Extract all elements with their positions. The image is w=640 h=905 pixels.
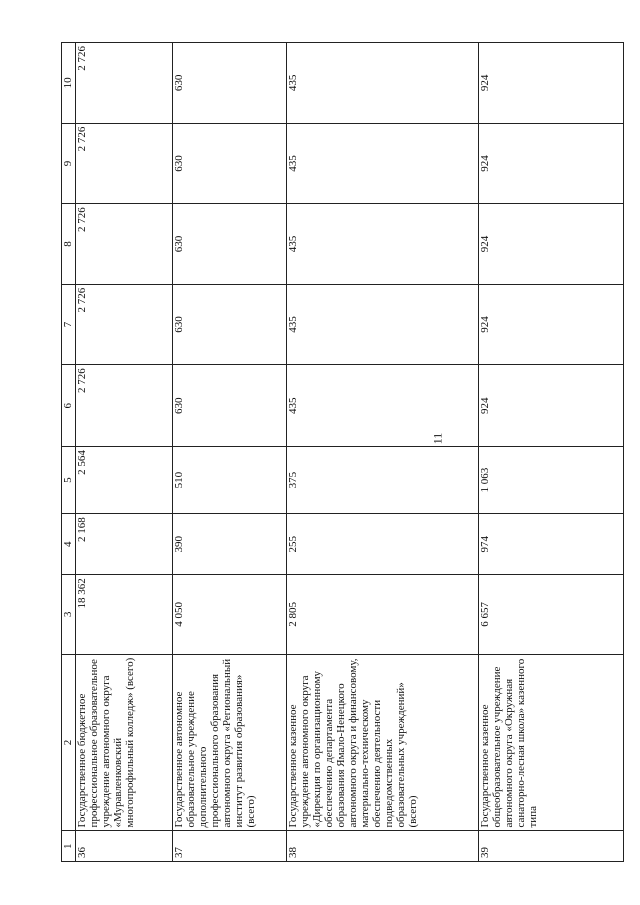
value-cell: 924 xyxy=(479,204,624,285)
table-header-row xyxy=(62,43,76,862)
header-cell: 9 xyxy=(62,123,76,204)
value-cell: 2 805 xyxy=(287,575,479,654)
institution-name: Государственное бюджетное профессиональное образовательное учреждение автономного округа «Муравленковский многопрофильный колледж» (всего) xyxy=(76,654,173,831)
value-cell: 630 xyxy=(173,284,287,365)
table-row xyxy=(287,43,479,862)
value-cell: 924 xyxy=(479,43,624,124)
data-table xyxy=(61,42,624,862)
value-cell: 435 xyxy=(287,204,479,285)
header-cell: 1 xyxy=(62,831,76,862)
value-cell: 18 362 xyxy=(76,575,173,654)
value-cell: 435 xyxy=(287,43,479,124)
value-cell: 1 063 xyxy=(479,447,624,514)
value-cell: 2 168 xyxy=(76,514,173,575)
value-cell: 255 xyxy=(287,514,479,575)
row-index: 37 xyxy=(173,831,287,862)
value-cell: 390 xyxy=(173,514,287,575)
rotated-table-container xyxy=(61,42,626,862)
table-row xyxy=(479,43,624,862)
table-row xyxy=(173,43,287,862)
value-cell: 924 xyxy=(479,123,624,204)
value-cell: 630 xyxy=(173,43,287,124)
value-cell: 630 xyxy=(173,123,287,204)
value-cell: 630 xyxy=(173,204,287,285)
value-cell: 924 xyxy=(479,284,624,365)
value-cell: 2 726 xyxy=(76,123,173,204)
header-cell: 3 xyxy=(62,575,76,654)
value-cell: 924 xyxy=(479,365,624,447)
header-cell: 10 xyxy=(62,43,76,124)
institution-name: Государственное казенное учреждение автономного округа «Дирекция по организационному обеспечению департамента образования Ямало-Ненецкого автономного округа и финансовому, материально-техническому обеспечению деятельности подведомственных образовательных учреждений» (всего) xyxy=(287,654,479,831)
header-cell: 8 xyxy=(62,204,76,285)
value-cell: 2 726 xyxy=(76,284,173,365)
value-cell: 510 xyxy=(173,447,287,514)
value-cell: 2 726 xyxy=(76,204,173,285)
value-cell: 435 xyxy=(287,123,479,204)
institution-name: Государственное казенное общеобразовательное учреждение автономного округа «Окружная санаторно-лесная школа» казенного типа xyxy=(479,654,624,831)
header-cell: 2 xyxy=(62,654,76,831)
header-cell: 6 xyxy=(62,365,76,447)
header-cell: 7 xyxy=(62,284,76,365)
value-cell: 2 564 xyxy=(76,447,173,514)
value-cell: 435 xyxy=(287,365,479,447)
value-cell: 2 726 xyxy=(76,365,173,447)
value-cell: 6 657 xyxy=(479,575,624,654)
header-cell: 5 xyxy=(62,447,76,514)
row-index: 39 xyxy=(479,831,624,862)
value-cell: 630 xyxy=(173,365,287,447)
table-row xyxy=(76,43,173,862)
institution-name: Государственное автономное образовательное учреждение дополнительного профессионального образования автономного округа «Региональный институт развития образования» (всего) xyxy=(173,654,287,831)
header-cell: 4 xyxy=(62,514,76,575)
value-cell: 2 726 xyxy=(76,43,173,124)
value-cell: 974 xyxy=(479,514,624,575)
row-index: 38 xyxy=(287,831,479,862)
row-index: 36 xyxy=(76,831,173,862)
value-cell: 4 050 xyxy=(173,575,287,654)
value-cell: 375 xyxy=(287,447,479,514)
page-number: 11 xyxy=(430,432,445,445)
value-cell: 435 xyxy=(287,284,479,365)
